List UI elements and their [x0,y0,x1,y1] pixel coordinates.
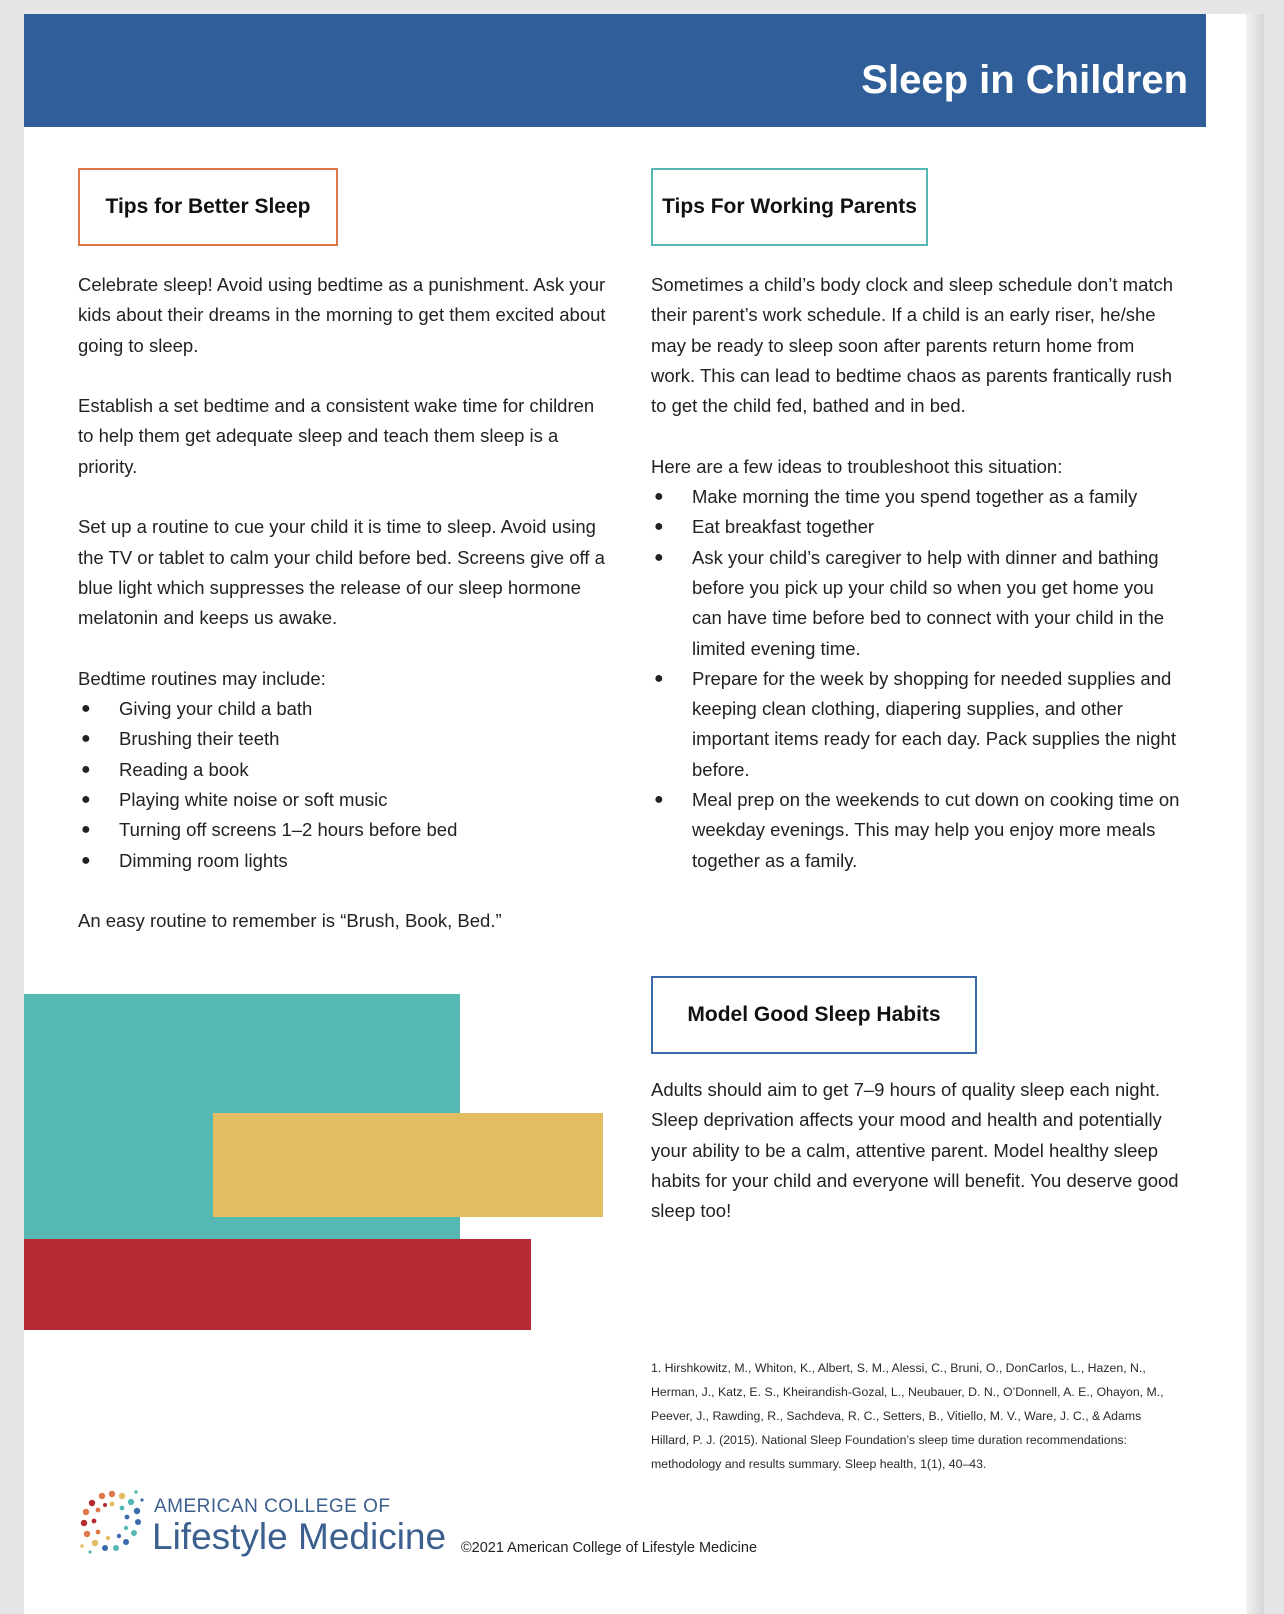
dotted-circle-logo-icon [76,1486,148,1558]
tips-working-parents-heading: Tips For Working Parents [651,168,928,246]
page-title: Sleep in Children [861,58,1188,102]
logo-text-bottom: Lifestyle Medicine [152,1516,447,1557]
reference-citation: 1. Hirshkowitz, M., Whiton, K., Albert, S. M., Alessi, C., Bruni, O., DonCarlos, L., Hazen, N., Herman, J., Katz, E. S., Kheirandish-Gozal, L., Neubauer, D. N., O’Donnell, A. E., Ohayon, M., Peever, J., Rawding, R., Sachdeva, R. C., Setters, B., Vitiello, M. V., Ware, J. C., & Adams Hillard, P. J. (2015). National Sleep Foundation’s sleep time duration recommendations: methodology and results summary. Sleep health, 1(1), 40–43. [651,1361,1164,1471]
logo-text-top: AMERICAN COLLEGE OF [154,1496,391,1517]
bullet-icon: ● [81,760,91,778]
routine-list [78,694,608,876]
bullet-icon: ● [654,488,664,506]
bullet-icon: ● [81,730,91,748]
list-item: ● Eat breakfast together [651,512,1181,542]
decorative-red-block [24,1239,531,1330]
list-item: ● Dimming room lights [78,846,608,876]
right-column [651,270,1181,876]
routine-intro: Bedtime routines may include: [78,667,326,689]
decorative-yellow-block [213,1113,603,1217]
tips-better-sleep-heading: Tips for Better Sleep [78,168,338,246]
bullet-icon: ● [654,518,664,536]
bullet-icon: ● [654,548,664,566]
paragraph: Establish a set bedtime and a consistent wake time for children to help them get adequate sleep and teach them sleep is a priority. [78,395,595,477]
left-column [78,270,608,937]
bullet-icon: ● [81,851,91,869]
bullet-icon: ● [81,791,91,809]
bullet-icon: ● [81,821,91,839]
bullet-icon: ● [81,700,91,718]
model-sleep-habits-heading: Model Good Sleep Habits [651,976,977,1054]
paragraph: Adults should aim to get 7–9 hours of quality sleep each night. Sleep deprivation affects your mood and health and potentially your ability to be a calm, attentive parent. Model healthy sleep habits for your child and everyone will benefit. You deserve good sleep too! [651,1079,1179,1222]
model-column [651,1075,1181,1226]
page-edge-shadow [1246,14,1264,1614]
closing-text: An easy routine to remember is “Brush, Book, Bed.” [78,910,502,932]
list-item: ● Make morning the time you spend together as a family [651,482,1181,512]
paragraph: Celebrate sleep! Avoid using bedtime as a punishment. Ask your kids about their dreams in the morning to get them excited about going to sleep. [78,274,606,356]
list-item: ● Reading a book [78,755,608,785]
copyright-text: ©2021 American College of Lifestyle Medicine [461,1540,758,1556]
document-page [24,14,1264,1614]
list-item: ● Giving your child a bath [78,694,608,724]
bullet-icon: ● [654,669,664,687]
ideas-list [651,482,1181,876]
list-item: ● Playing white noise or soft music [78,785,608,815]
aclm-logo [76,1486,456,1566]
list-item: ● Prepare for the week by shopping for needed supplies and keeping clean clothing, diapering supplies, and other important items ready for each day. Pack supplies the night before. [651,664,1181,785]
list-item: ● Turning off screens 1–2 hours before bed [78,815,608,845]
bullet-icon: ● [654,791,664,809]
paragraph: Sometimes a child’s body clock and sleep schedule don’t match their parent’s work schedule. If a child is an early riser, he/she may be ready to sleep soon after parents return home from work. This can lead to bedtime chaos as parents frantically rush to get the child fed, bathed and in bed. [651,274,1174,417]
list-item: ● Ask your child’s caregiver to help with dinner and bathing before you pick up your child so when you get home you can have time before bed to connect with your child in the limited evening time. [651,543,1181,664]
header-banner [24,14,1206,127]
list-item: ● Meal prep on the weekends to cut down on cooking time on weekday evenings. This may help you enjoy more meals together as a family. [651,785,1181,876]
list-item: ● Brushing their teeth [78,724,608,754]
ideas-intro: Here are a few ideas to troubleshoot this situation: [651,455,1063,477]
paragraph: Set up a routine to cue your child it is time to sleep. Avoid using the TV or tablet to calm your child before bed. Screens give off a blue light which suppresses the release of our sleep hormone melatonin and keeps us awake. [78,516,605,629]
